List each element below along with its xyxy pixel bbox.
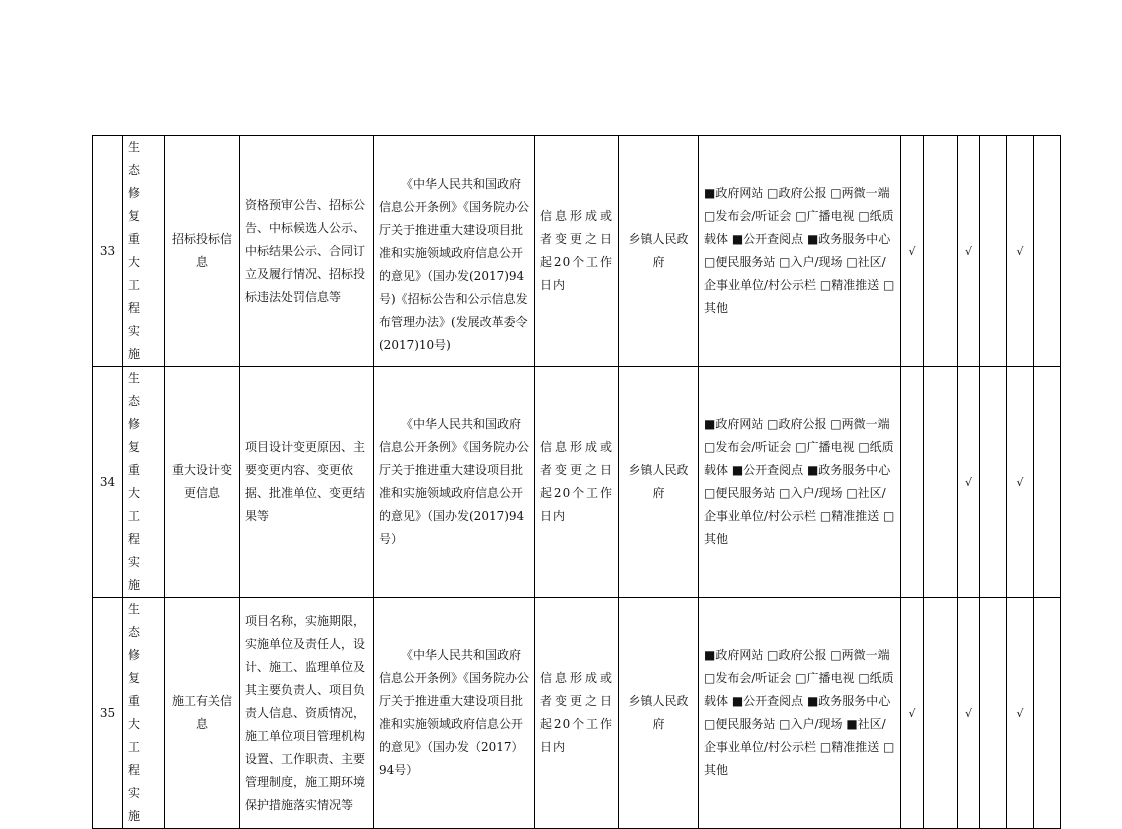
time-limit-cell: 信息形成或者变更之日起20个工作日内 [535,598,619,829]
row-number: 34 [93,367,123,598]
check-cell: √ [1007,598,1034,829]
row-number: 33 [93,136,123,367]
disclosure-table [92,135,1061,829]
check-cell [924,136,958,367]
table-row [93,598,1061,829]
content-cell: 项目设计变更原因、主要变更内容、变更依据、批准单位、变更结果等 [240,367,374,598]
check-cell [924,598,958,829]
content-cell: 资格预审公告、招标公告、中标候选人公示、中标结果公示、合同订立及履行情况、招标投标违法处罚信息等 [240,136,374,367]
row-number: 35 [93,598,123,829]
check-cell: √ [901,598,924,829]
item-cell: 施工有关信息 [165,598,240,829]
channels-cell: ■政府网站 □政府公报 □两微一端 □发布会/听证会 □广播电视 □纸质载体 ■公开查阅点 ■政务服务中心 □便民服务站 □入户/现场 □社区/企事业单位/村公示栏 □精准推送 □其他 [699,136,901,367]
category-cell: 生态修复重大工程实施 [123,367,165,598]
table-row [93,367,1061,598]
item-cell: 重大设计变更信息 [165,367,240,598]
time-limit-cell: 信息形成或者变更之日起20个工作日内 [535,136,619,367]
check-cell [980,136,1007,367]
check-cell [980,367,1007,598]
time-limit-cell: 信息形成或者变更之日起20个工作日内 [535,367,619,598]
check-cell: √ [901,136,924,367]
content-cell: 项目名称，实施期限，实施单位及责任人，设计、施工、监理单位及其主要负责人、项目负责人信息、资质情况，施工单位项目管理机构设置、工作职责、主要管理制度，施工期环境保护措施落实情况等 [240,598,374,829]
check-cell: √ [958,367,980,598]
check-cell: √ [1007,367,1034,598]
basis-cell: 《中华人民共和国政府信息公开条例》《国务院办公厅关于推进重大建设项目批准和实施领域政府信息公开的意见》（国办发(2017)94号)《招标公告和公示信息发布管理办法》(发展改革委令(2017)10号) [374,136,535,367]
channels-cell: ■政府网站 □政府公报 □两微一端 □发布会/听证会 □广播电视 □纸质载体 ■公开查阅点 ■政务服务中心 □便民服务站 □入户/现场 □社区/企事业单位/村公示栏 □精准推送 □其他 [699,367,901,598]
check-cell [924,367,958,598]
check-cell: √ [1007,136,1034,367]
category-cell: 生态修复重大工程实施 [123,598,165,829]
check-cell [1034,136,1061,367]
check-cell: √ [958,136,980,367]
basis-cell: 《中华人民共和国政府信息公开条例》《国务院办公厅关于推进重大建设项目批准和实施领域政府信息公开的意见》（国办发（2017）94号） [374,598,535,829]
check-cell [901,367,924,598]
check-cell [1034,367,1061,598]
subject-cell: 乡镇人民政府 [619,367,699,598]
item-cell: 招标投标信息 [165,136,240,367]
subject-cell: 乡镇人民政府 [619,136,699,367]
check-cell: √ [958,598,980,829]
check-cell [980,598,1007,829]
check-cell [1034,598,1061,829]
table-row [93,136,1061,367]
category-cell: 生态修复重大工程实施 [123,136,165,367]
channels-cell: ■政府网站 □政府公报 □两微一端 □发布会/听证会 □广播电视 □纸质载体 ■公开查阅点 ■政务服务中心 □便民服务站 □入户/现场 ■社区/企事业单位/村公示栏 □精准推送 □其他 [699,598,901,829]
subject-cell: 乡镇人民政府 [619,598,699,829]
basis-cell: 《中华人民共和国政府信息公开条例》《国务院办公厅关于推进重大建设项目批准和实施领域政府信息公开的意见》（国办发(2017)94号） [374,367,535,598]
